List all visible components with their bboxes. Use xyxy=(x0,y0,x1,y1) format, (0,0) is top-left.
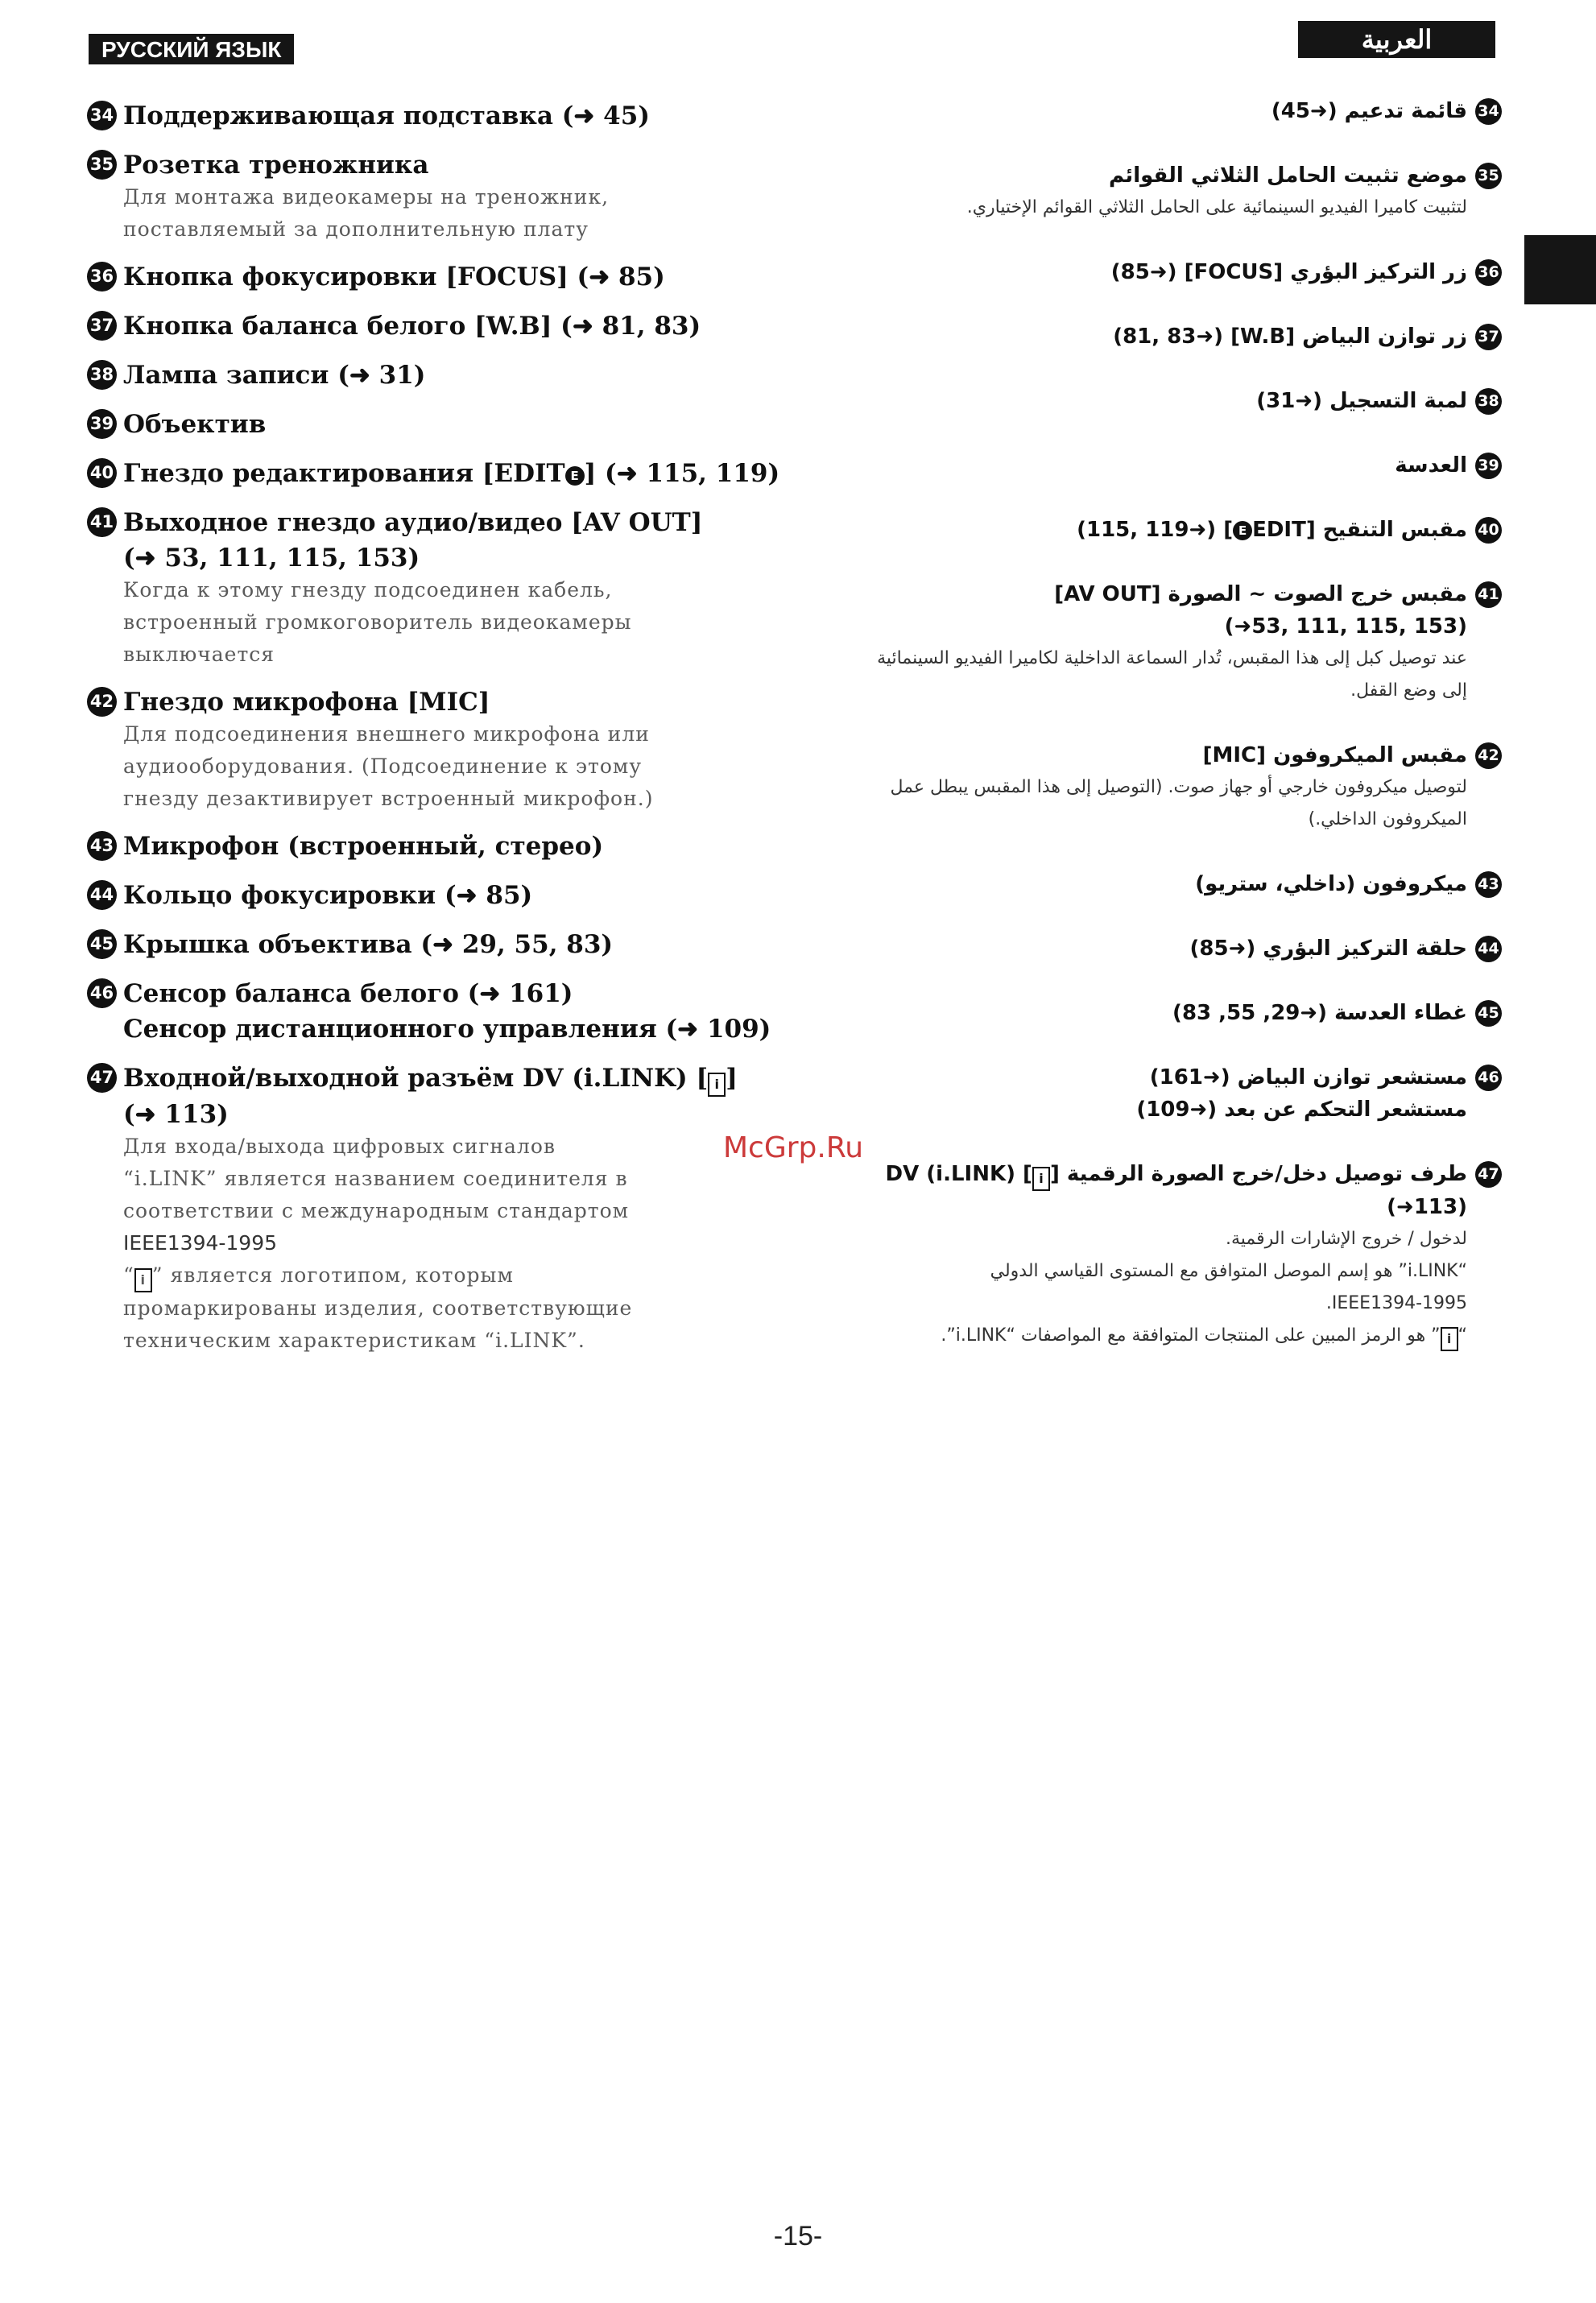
title-part: Гнездо редактирования [EDIT xyxy=(123,459,565,488)
ru-item-title-line2: Сенсор дистанционного управления (➜ 109) xyxy=(123,1015,771,1044)
ar-item-44 xyxy=(821,932,1502,965)
desc-text: ” является логотипом, которым xyxy=(151,1263,514,1287)
ar-item-37 xyxy=(821,320,1502,353)
item-number-badge: 46 xyxy=(87,978,117,1008)
ru-item-title: Кольцо фокусировки (➜ 85) xyxy=(123,881,533,910)
ar-item-46 xyxy=(821,1061,1502,1126)
desc-line: عند توصيل كبل إلى هذا المقبس، تُدار السماعة الداخلية لكاميرا الفيديو السينمائية xyxy=(877,648,1467,668)
title-part: ] xyxy=(726,1064,738,1093)
item-number-badge: 47 xyxy=(1475,1161,1502,1188)
item-number-badge: 43 xyxy=(87,831,117,861)
title-part: Входной/выходной разъём DV (i.LINK) [ xyxy=(123,1064,709,1093)
ru-item-title: Объектив xyxy=(123,410,267,439)
ar-item-38 xyxy=(821,385,1502,417)
ilink-logo-icon: i xyxy=(708,1073,726,1097)
item-number-badge: 38 xyxy=(1475,388,1502,415)
desc-text: ” هو الرمز المبين على المنتجات المتوافقة مع المواصفات “i.LINK”. xyxy=(941,1325,1441,1346)
ru-item-38 xyxy=(87,358,747,393)
ar-item-description xyxy=(821,771,1467,836)
ar-item-39 xyxy=(821,449,1502,482)
ar-item-41 xyxy=(821,578,1502,707)
item-number-badge: 45 xyxy=(87,929,117,959)
desc-line: соответствии с международным стандартом xyxy=(123,1199,630,1222)
ar-item-title xyxy=(821,514,1467,546)
title-part: مقبس التنقيح [EDIT xyxy=(1252,518,1467,542)
ilink-logo-icon: i xyxy=(1441,1327,1458,1351)
ru-item-title: Крышка объектива (➜ 29, 55, 83) xyxy=(123,930,614,959)
ar-item-40 xyxy=(821,514,1502,546)
ru-item-39 xyxy=(87,407,747,442)
title-part: طرف توصيل دخل/خرج الصورة الرقمية DV (i.LINK) [ xyxy=(885,1162,1467,1186)
desc-line: Для монтажа видеокамеры на треножник, xyxy=(123,185,610,209)
ru-item-description xyxy=(123,1131,747,1357)
desc-line: промаркированы изделия, соответствующие xyxy=(123,1296,633,1320)
ar-item-35 xyxy=(821,159,1502,224)
ilink-logo-icon: i xyxy=(1032,1167,1050,1191)
russian-language-tag: РУССКИЙ ЯЗЫК xyxy=(89,34,294,64)
desc-line: Для подсоединения внешнего микрофона или xyxy=(123,722,650,746)
ar-item-34 xyxy=(821,95,1502,127)
title-part: ] (➜115, 119) xyxy=(1077,518,1234,542)
item-number-badge: 39 xyxy=(1475,453,1502,479)
ar-item-title: حلقة التركيز البؤري (➜85) xyxy=(1189,936,1467,961)
ru-item-36 xyxy=(87,259,747,295)
ar-item-title: لمبة التسجيل (➜31) xyxy=(1256,389,1467,413)
ru-item-40 xyxy=(87,456,780,491)
item-number-badge: 34 xyxy=(1475,98,1502,125)
ru-item-47 xyxy=(87,1061,747,1357)
watermark-text: McGrp.Ru xyxy=(723,1131,864,1164)
ar-item-title: زر توازن البياض [W.B] (➜81, 83) xyxy=(1113,325,1467,349)
quote-mark: “ xyxy=(1457,1325,1467,1346)
ar-item-title: موضع تثبيت الحامل الثلاثي القوائم xyxy=(1109,163,1467,188)
ar-item-47 xyxy=(821,1158,1502,1352)
item-number-badge: 41 xyxy=(87,507,117,537)
item-number-badge: 46 xyxy=(1475,1065,1502,1091)
ru-item-title xyxy=(123,456,779,491)
item-number-badge: 39 xyxy=(87,409,117,439)
ru-item-34 xyxy=(87,98,747,134)
ar-item-title: العدسة xyxy=(1395,453,1467,478)
ru-item-title: Выходное гнездо аудио/видео [AV OUT] xyxy=(123,508,703,537)
ar-item-title: مستشعر توازن البياض (➜161) xyxy=(1149,1065,1467,1089)
ar-item-title: قائمة تدعيم (➜45) xyxy=(1271,99,1467,123)
ru-item-title: Сенсор баланса белого (➜ 161) xyxy=(123,979,573,1008)
ru-item-title-line2: (➜ 53, 111, 115, 153) xyxy=(123,544,420,573)
ru-item-title: Кнопка баланса белого [W.B] (➜ 81, 83) xyxy=(123,312,701,341)
item-number-badge: 36 xyxy=(1475,259,1502,286)
desc-line: поставляемый за дополнительную плату xyxy=(123,217,589,241)
ar-item-45 xyxy=(821,997,1502,1029)
desc-line: Когда к этому гнезду подсоединен кабель, xyxy=(123,578,613,602)
ilink-logo-icon: i xyxy=(134,1268,152,1292)
ar-item-description xyxy=(821,1223,1467,1352)
title-part: ] (➜ 115, 119) xyxy=(584,459,780,488)
ar-item-title xyxy=(821,1158,1467,1223)
ru-item-description xyxy=(123,181,747,246)
ru-item-45 xyxy=(87,927,747,962)
desc-line: إلى وضع القفل. xyxy=(1350,680,1467,701)
item-number-badge: 44 xyxy=(1475,936,1502,962)
ru-item-43 xyxy=(87,829,747,864)
desc-line: техническим характеристикам “i.LINK”. xyxy=(123,1329,585,1352)
ar-item-title: غطاء العدسة (➜29, 55, 83) xyxy=(1172,1001,1467,1025)
item-number-badge: 37 xyxy=(1475,324,1502,350)
ar-item-title: مقبس الميكروفون [MIC] xyxy=(1202,743,1467,767)
quote-mark: “ xyxy=(123,1263,134,1287)
item-number-badge: 40 xyxy=(1475,517,1502,544)
ru-item-42 xyxy=(87,684,747,815)
ru-item-title: Поддерживающая подставка (➜ 45) xyxy=(123,101,650,130)
ar-item-title: مقبس خرج الصوت ~ الصورة [AV OUT] xyxy=(1054,582,1467,606)
ar-item-description xyxy=(821,192,1467,224)
item-number-badge: 42 xyxy=(1475,742,1502,769)
edit-e-mark-icon: E xyxy=(1233,521,1252,540)
ru-item-title xyxy=(123,1061,747,1097)
desc-line: Для входа/выхода цифровых сигналов xyxy=(123,1135,556,1158)
desc-line: гнезду дезактивирует встроенный микрофон.) xyxy=(123,787,654,810)
desc-line: لتوصيل ميكروفون خارجي أو جهاز صوت. (التوصيل إلى هذا المقبس يبطل عمل xyxy=(890,777,1467,797)
title-part: ] (➜113) xyxy=(1049,1162,1467,1219)
ar-item-title-line2: مستشعر التحكم عن بعد (➜109) xyxy=(1136,1098,1467,1122)
item-number-badge: 34 xyxy=(87,101,117,130)
desc-line: встроенный громкоговоритель видеокамеры xyxy=(123,610,632,634)
ar-item-36 xyxy=(821,256,1502,288)
item-number-badge: 35 xyxy=(87,150,117,180)
item-number-badge: 42 xyxy=(87,687,117,717)
ru-item-37 xyxy=(87,308,747,344)
desc-line: IEEE1394-1995. xyxy=(1325,1293,1467,1313)
title-part: (➜53, 111, 115, 153) xyxy=(1224,614,1467,639)
page-number: -15- xyxy=(773,2221,823,2251)
desc-line: الميكروفون الداخلي.) xyxy=(1308,809,1467,829)
ru-item-44 xyxy=(87,878,747,913)
desc-line xyxy=(123,1259,747,1292)
desc-line: لدخول / خروج الإشارات الرقمية. xyxy=(1225,1229,1467,1249)
item-number-badge: 35 xyxy=(1475,163,1502,189)
ru-item-title: Розетка треножника xyxy=(123,151,429,180)
ar-item-title: ميكروفون (داخلي، ستريو) xyxy=(1195,872,1467,896)
ru-item-title: Кнопка фокусировки [FOCUS] (➜ 85) xyxy=(123,263,665,291)
desc-line: “i.LINK” هو إسم الموصل المتوافق مع المستوى القياسي الدولي xyxy=(990,1261,1467,1281)
ar-item-42 xyxy=(821,739,1502,836)
item-number-badge: 44 xyxy=(87,880,117,910)
ru-item-description xyxy=(123,574,747,671)
ru-item-title: Лампа записи (➜ 31) xyxy=(123,361,426,390)
russian-column xyxy=(87,98,780,1357)
ru-item-title-line2: (➜ 113) xyxy=(123,1100,229,1129)
item-number-badge: 45 xyxy=(1475,1000,1502,1027)
desc-line: выключается xyxy=(123,643,275,666)
desc-line: аудиооборудования. (Подсоединение к этому xyxy=(123,755,643,778)
ru-item-35 xyxy=(87,147,747,246)
ru-item-41 xyxy=(87,505,747,671)
ar-item-43 xyxy=(821,868,1502,900)
arabic-column xyxy=(821,95,1502,1352)
arabic-language-tag: العربية xyxy=(1298,21,1495,58)
ru-item-title: Микрофон (встроенный, стерео) xyxy=(123,832,604,861)
item-number-badge: 43 xyxy=(1475,871,1502,898)
item-number-badge: 47 xyxy=(87,1063,117,1093)
item-number-badge: 36 xyxy=(87,262,117,291)
ru-item-title: Гнездо микрофона [MIC] xyxy=(123,688,490,717)
item-number-badge: 38 xyxy=(87,360,117,390)
edit-e-mark-icon: E xyxy=(565,466,585,486)
item-number-badge: 41 xyxy=(1475,581,1502,608)
item-number-badge: 40 xyxy=(87,458,117,488)
ar-item-description xyxy=(821,643,1467,707)
ru-item-46 xyxy=(87,976,771,1047)
desc-line: لتثبيت كاميرا الفيديو السينمائية على الحامل الثلاثي القوائم الإختياري. xyxy=(966,197,1467,217)
item-number-badge: 37 xyxy=(87,311,117,341)
ar-item-title: زر التركيز البؤري [FOCUS] (➜85) xyxy=(1110,260,1467,284)
desc-line: “i.LINK” является названием соединителя в xyxy=(123,1167,628,1190)
section-tab-marker xyxy=(1524,235,1596,304)
desc-line xyxy=(821,1320,1467,1352)
standard-name: IEEE1394-1995 xyxy=(123,1231,278,1255)
ru-item-description xyxy=(123,718,747,815)
ar-item-title-line2 xyxy=(821,610,1467,643)
